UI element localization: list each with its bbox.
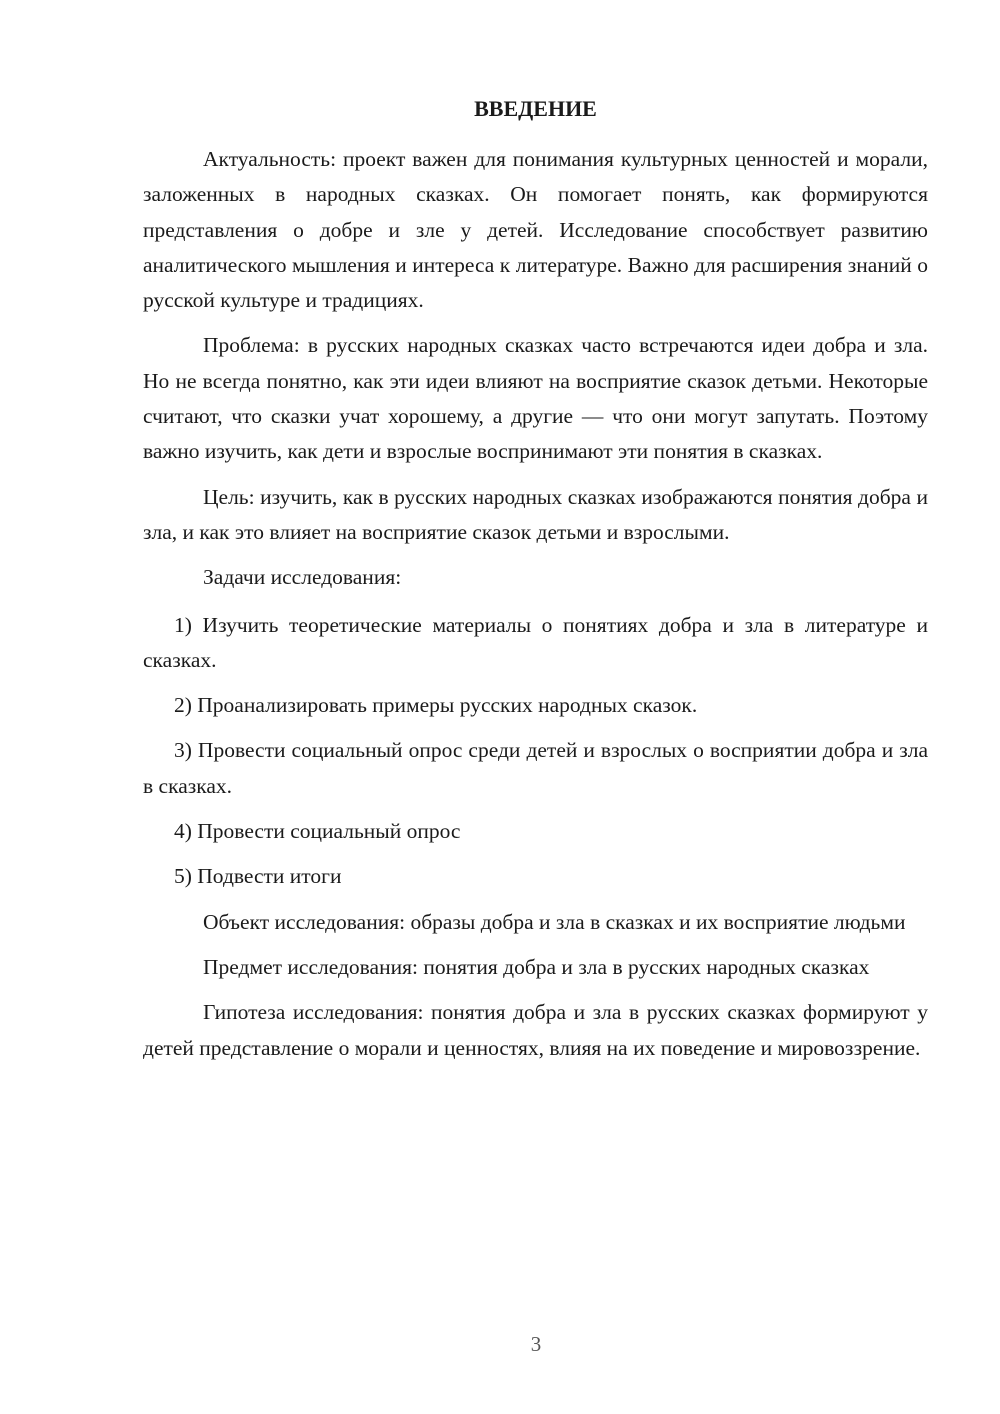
list-item: 3) Провести социальный опрос среди детей и взрослых о восприятии добра и зла в сказках. bbox=[143, 738, 928, 798]
list-item: 5) Подвести итоги bbox=[174, 864, 342, 889]
paragraph-subject: Предмет исследования: понятия добра и зла в русских народных сказках bbox=[203, 954, 870, 979]
list-item: 4) Провести социальный опрос bbox=[174, 819, 461, 844]
paragraph-relevance: Актуальность: проект важен для понимания культурных ценностей и морали, заложенных в народных сказках. Он помогает понять, как формируются представления о добре и зле у детей. Исследование способствует развитию аналитического мышления и интереса к литературе. Важно для расширения знаний о русской культуре и традициях. bbox=[143, 147, 928, 313]
page-title: ВВЕДЕНИЕ bbox=[474, 96, 597, 121]
list-item: 2) Проанализировать примеры русских народных сказок. bbox=[174, 693, 698, 718]
list-item: 1) Изучить теоретические материалы о понятиях добра и зла в литературе и сказках. bbox=[143, 612, 928, 672]
paragraph-hypothesis: Гипотеза исследования: понятия добра и зла в русских сказках формируют у детей представление о морали и ценностях, влияя на их поведение и мировоззрение. bbox=[143, 1000, 928, 1060]
page-number: 3 bbox=[530, 1332, 542, 1356]
tasks-title: Задачи исследования: bbox=[203, 565, 402, 590]
paragraph-problem: Проблема: в русских народных сказках часто встречаются идеи добра и зла. Но не всегда понятно, как эти идеи влияют на восприятие сказок детьми. Некоторые считают, что сказки учат хорошему, а другие — что они могут запутать. Поэтому важно изучить, как дети и взрослые воспринимают эти понятия в сказках. bbox=[143, 333, 928, 464]
paragraph-goal: Цель: изучить, как в русских народных сказках изображаются понятия добра и зла, и как это влияет на восприятие сказок детьми и взрослыми. bbox=[143, 484, 928, 544]
tasks-list bbox=[143, 608, 928, 895]
document-page bbox=[143, 96, 928, 1076]
paragraph-object: Объект исследования: образы добра и зла в сказках и их восприятие людьми bbox=[203, 909, 906, 934]
